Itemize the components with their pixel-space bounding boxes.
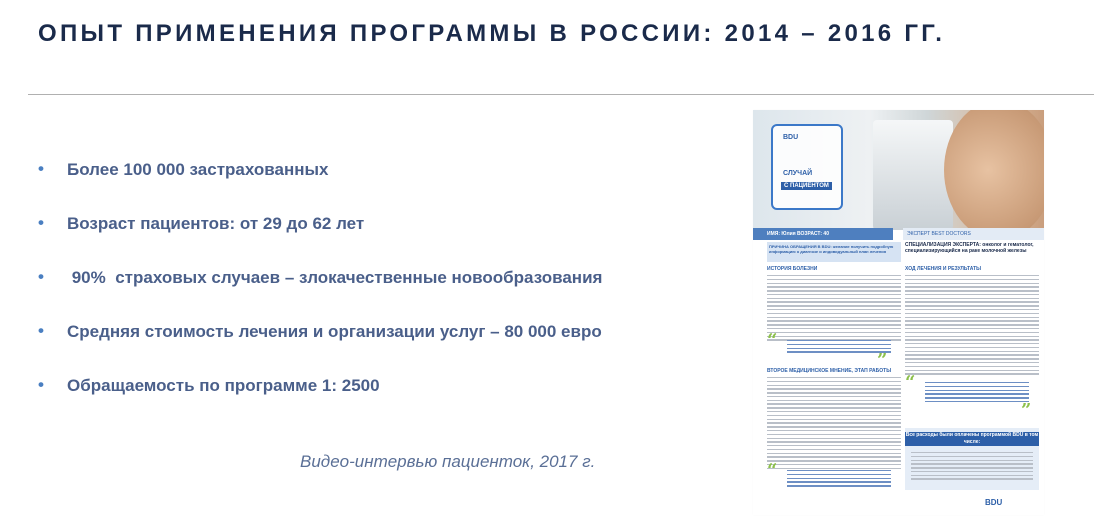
title-divider: [28, 94, 1094, 95]
expert-bar: ЭКСПЕРТ BEST DOCTORS: [903, 228, 1044, 240]
bullet-icon: •: [38, 159, 44, 178]
bullet-text: Возраст пациентов: от 29 до 62 лет: [67, 214, 365, 233]
history-text-lines: [767, 275, 901, 343]
quote-text-lines: [787, 340, 891, 355]
reason-box: ПРИЧИНА ОБРАЩЕНИЯ В BDU: желание получить подробную информацию о диагнозе и индивидуальный план лечения: [767, 242, 901, 262]
bullet-text: Средняя стоимость лечения и организации услуг – 80 000 евро: [67, 322, 602, 341]
cost-text-lines: [911, 452, 1033, 482]
bullet-icon: •: [38, 375, 44, 394]
history-heading: ИСТОРИЯ БОЛЕЗНИ: [767, 266, 818, 272]
patient-info-bar: ИМЯ: Юлия ВОЗРАСТ: 40: [753, 228, 893, 240]
video-caption: Видео-интервью пациенток, 2017 г.: [300, 452, 596, 471]
treatment-text-lines: [905, 275, 1039, 377]
quote-open-icon: “: [767, 330, 778, 351]
patient-image: [944, 110, 1044, 230]
case-card-title: СЛУЧАЙ: [783, 170, 813, 177]
bullet-text: Более 100 000 застрахованных: [67, 160, 329, 179]
expert-specialization: СПЕЦИАЛИЗАЦИЯ ЭКСПЕРТА: онколог и гематолог, специализирующийся на раке молочной железы: [905, 242, 1034, 254]
quote-open-icon: “: [767, 460, 778, 481]
slide-title: ОПЫТ ПРИМЕНЕНИЯ ПРОГРАММЫ В РОССИИ: 2014 – 2016 ГГ.: [38, 20, 946, 47]
second-opinion-heading: ВТОРОЕ МЕДИЦИНСКОЕ МНЕНИЕ, ЭТАП РАБОТЫ: [767, 368, 892, 374]
mammography-machine-image: [873, 120, 953, 230]
quote-open-icon: “: [905, 372, 916, 393]
patient-photo: [753, 110, 1044, 230]
quote-close-icon: ”: [877, 350, 888, 371]
bdu-logo-small: BDU: [783, 134, 799, 141]
case-study-brochure: [753, 110, 1044, 515]
cost-heading: Все расходы были оплачены программой BDU в том числе:: [905, 432, 1039, 445]
bullet-text: Обращаемость по программе 1: 2500: [67, 376, 380, 395]
treatment-heading: ХОД ЛЕЧЕНИЯ И РЕЗУЛЬТАТЫ: [905, 266, 982, 272]
bullet-icon: •: [38, 321, 44, 340]
bullet-text: 90% страховых случаев – злокачественные новообразования: [67, 268, 603, 287]
bdu-logo: BDU: [985, 498, 1003, 507]
bullet-icon: •: [38, 213, 44, 232]
quote-text-lines: [787, 470, 891, 489]
case-card-subtitle: С ПАЦИЕНТОМ: [781, 182, 832, 190]
bullet-icon: •: [38, 267, 44, 286]
case-card: [771, 124, 843, 210]
quote-close-icon: ”: [1021, 400, 1032, 421]
second-opinion-text-lines: [767, 377, 901, 472]
quote-text-lines: [925, 382, 1029, 405]
